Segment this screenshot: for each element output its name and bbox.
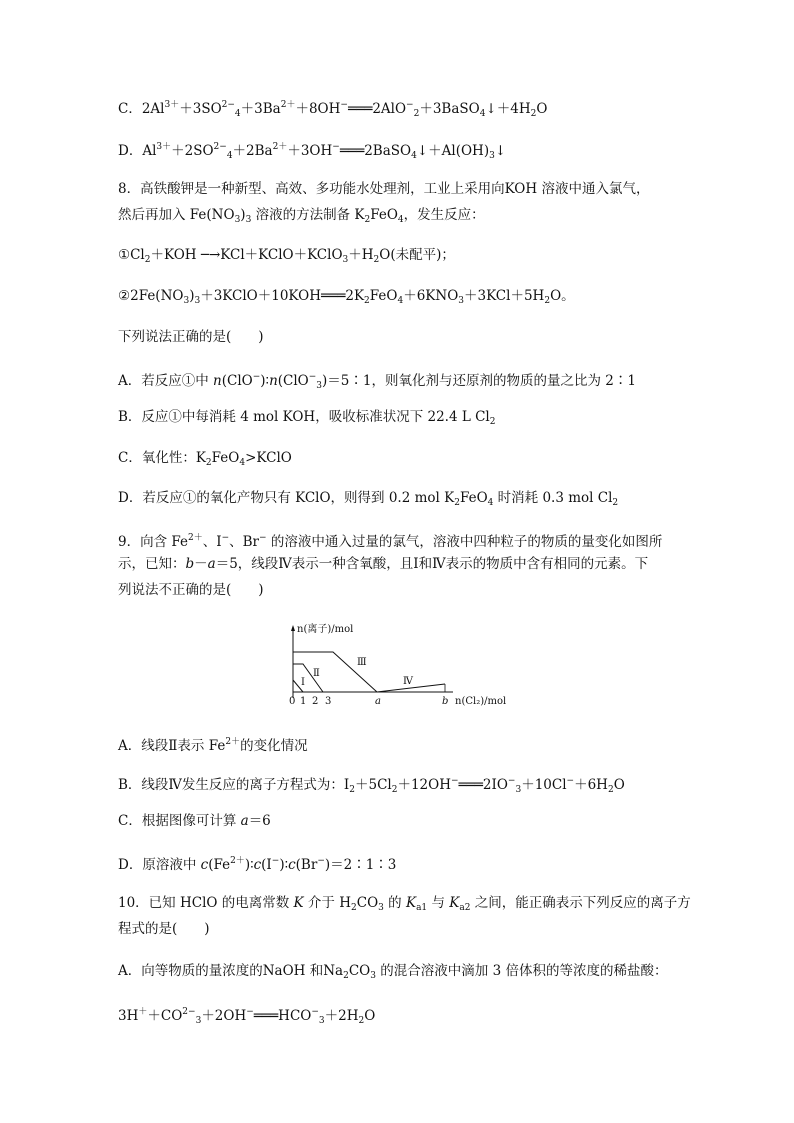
text-line-1: C．$2Al^{3+}+3SO^{2-}_4+3Ba^{2+}+8OH^-═══2AlO^-_2+3BaSO_4↓+4H_2O$ — [118, 100, 548, 119]
text-line-21: A．向等物质的量浓度的NaOH 和$Na_2CO_3$ 的混合溶液中滴加 3 倍体积的等浓度的稀盐酸： — [118, 963, 668, 981]
text-line-14: 列说法不正确的是( ) — [118, 582, 264, 598]
text-line-12: 9．向含 $Fe^{2+}$、I−、Br− 的溶液中通入过量的氯气，溶液中四种粒子的物质的量变化如图所 — [118, 533, 663, 550]
segment-label-IV: Ⅳ — [403, 676, 413, 687]
text-line-13: 示，已知：b－a＝5，线段Ⅳ表示一种含氧酸，且Ⅰ和Ⅳ表示的物质中含有相同的元素。下 — [118, 556, 649, 572]
text-line-4: 然后再加入 $Fe(NO_3)_3$ 溶液的方法制备 $K_2FeO_4$，发生反应： — [118, 207, 485, 225]
text-line-7: 下列说法正确的是( ) — [118, 329, 264, 345]
x-tick-a: a — [375, 696, 381, 707]
text-line-10: C．氧化性：$K_2FeO_4>KClO$ — [118, 450, 292, 468]
text-line-22: $3H^++CO^{2-}_3+2OH^-═══HCO^-_3+2H_2O$ — [118, 1007, 376, 1026]
text-line-2: D．$Al^{3+}+2SO^{2-}_4+2Ba^{2+}+3OH^-═══2BaSO_4↓+Al(OH)_3↓$ — [118, 142, 507, 161]
y-axis-label: n(离子)/mol — [297, 624, 354, 635]
segment-label-I: Ⅰ — [301, 677, 305, 688]
text-line-6: $②2Fe(NO_3)_3+3KClO+10KOH═══2K_2FeO_4+6KNO_3+3KCl+5H_2O$。 — [118, 288, 575, 306]
text-line-17: C．根据图像可计算 a＝6 — [118, 813, 271, 829]
segment-label-II: Ⅱ — [313, 668, 320, 679]
text-line-19: 10．已知 HClO 的电离常数 K 介于 $H_2CO_3$ 的 $K_{a1}$ 与 $K_{a2}$ 之间，能正确表示下列反应的离子方 — [118, 895, 691, 913]
x-tick-b: b — [442, 696, 449, 707]
text-line-20: 程式的是( ) — [118, 921, 210, 937]
x-tick-1: 1 — [300, 696, 307, 707]
text-line-11: D．若反应①的氧化产物只有 KClO，则得到 0.2 mol $K_2FeO_4$ 时消耗 0.3 mol $Cl_2$ — [118, 490, 619, 508]
x-axis-label: n(Cl₂)/mol — [455, 696, 507, 707]
x-tick-3: 3 — [325, 696, 332, 707]
segment-label-III: Ⅲ — [357, 657, 367, 668]
x-tick-2: 2 — [312, 696, 319, 707]
text-line-9: B．反应①中每消耗 4 mol KOH，吸收标准状况下 22.4 L $Cl_2$ — [118, 409, 496, 427]
text-line-8: A．若反应①中 n(ClO−)∶n(ClO−$_3$)＝5∶1，则氧化剂与还原剂的物质的量之比为 2∶1 — [118, 372, 636, 391]
text-line-18: D．原溶液中 $c(Fe^{2+})∶c(I^-)∶c(Br^-)=2∶1∶3$ — [118, 856, 397, 873]
text-line-16: B．线段Ⅳ发生反应的离子方程式为：$I_2+5Cl_2+12OH^-═══2IO^-_3+10Cl^-+6H_2O$ — [118, 776, 625, 795]
ion-amount-graph — [285, 622, 525, 714]
text-line-15: A．线段Ⅱ表示 $Fe^{2+}$的变化情况 — [118, 737, 308, 754]
text-line-3: 8．高铁酸钾是一种新型、高效、多功能水处理剂，工业上采用向KOH 溶液中通入氯气， — [118, 181, 650, 197]
x-tick-0: 0 — [289, 696, 296, 707]
text-line-5: $①Cl_2+KOH$ $─\to KCl+KClO+KClO_3+H_2O$(未配平)； — [118, 247, 455, 265]
y-axis-arrow — [291, 625, 295, 631]
